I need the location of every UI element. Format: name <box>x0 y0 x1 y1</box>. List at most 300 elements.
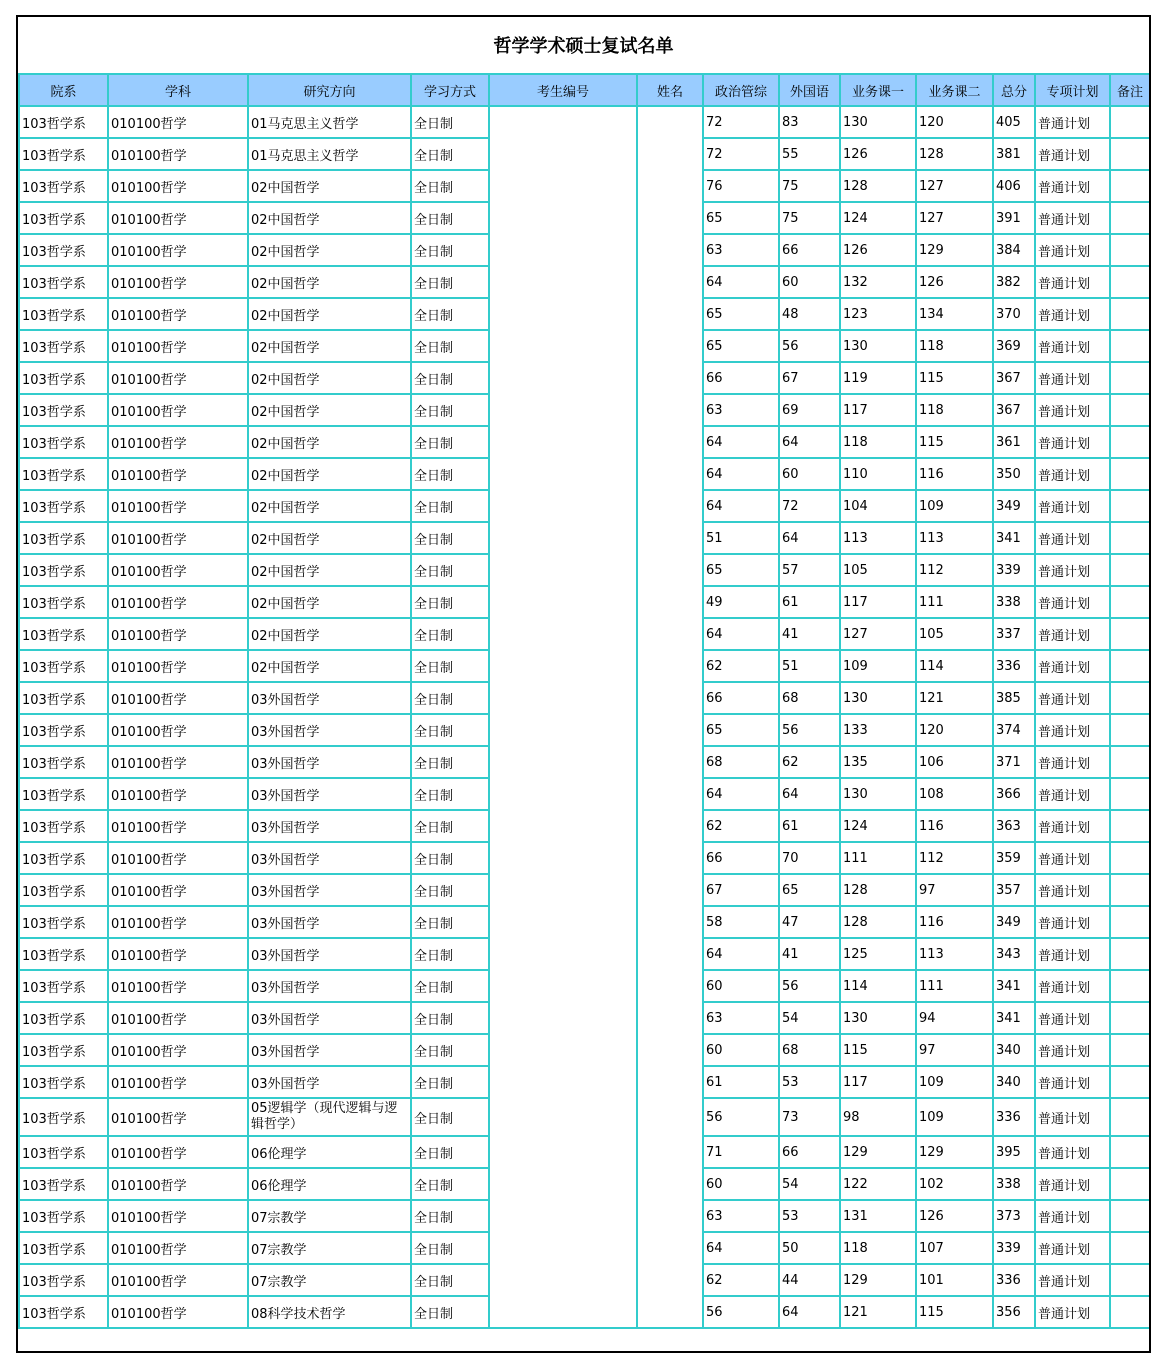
table-cell: 73 <box>779 1098 840 1136</box>
table-cell <box>637 362 703 394</box>
table-cell <box>489 618 637 650</box>
table-cell: 103哲学系 <box>19 746 108 778</box>
table-cell: 341 <box>993 522 1035 554</box>
table-cell: 全日制 <box>411 1168 489 1200</box>
table-cell: 010100哲学 <box>108 650 248 682</box>
table-cell: 06伦理学 <box>248 1136 411 1168</box>
table-cell: 68 <box>779 682 840 714</box>
table-cell: 010100哲学 <box>108 1264 248 1296</box>
table-cell: 03外国哲学 <box>248 842 411 874</box>
table-cell: 108 <box>916 778 993 810</box>
table-cell: 普通计划 <box>1035 682 1110 714</box>
table-cell: 57 <box>779 554 840 586</box>
table-cell: 普通计划 <box>1035 234 1110 266</box>
table-cell: 普通计划 <box>1035 842 1110 874</box>
table-cell: 010100哲学 <box>108 362 248 394</box>
table-cell <box>489 842 637 874</box>
table-cell: 06伦理学 <box>248 1168 411 1200</box>
table-row <box>19 362 1150 394</box>
table-cell: 103哲学系 <box>19 138 108 170</box>
table-cell: 010100哲学 <box>108 682 248 714</box>
table-cell: 010100哲学 <box>108 810 248 842</box>
table-cell: 94 <box>916 1002 993 1034</box>
table-cell: 65 <box>703 298 779 330</box>
table-cell: 113 <box>916 938 993 970</box>
table-cell <box>1110 618 1150 650</box>
table-cell: 381 <box>993 138 1035 170</box>
table-cell: 70 <box>779 842 840 874</box>
table-row <box>19 170 1150 202</box>
table-cell: 336 <box>993 1098 1035 1136</box>
table-cell <box>1110 522 1150 554</box>
table-cell: 98 <box>840 1098 916 1136</box>
table-cell <box>1110 1066 1150 1098</box>
table-cell: 普通计划 <box>1035 970 1110 1002</box>
table-row <box>19 1232 1150 1264</box>
table-cell: 126 <box>916 266 993 298</box>
table-cell <box>637 618 703 650</box>
table-cell: 395 <box>993 1136 1035 1168</box>
table-cell: 56 <box>779 970 840 1002</box>
table-cell: 111 <box>916 970 993 1002</box>
table-cell: 全日制 <box>411 714 489 746</box>
table-cell: 64 <box>703 1232 779 1264</box>
table-cell: 64 <box>779 1296 840 1328</box>
table-cell: 010100哲学 <box>108 330 248 362</box>
table-cell: 112 <box>916 842 993 874</box>
table-cell: 125 <box>840 938 916 970</box>
table-cell: 126 <box>840 234 916 266</box>
table-row <box>19 1264 1150 1296</box>
table-cell: 135 <box>840 746 916 778</box>
table-cell: 03外国哲学 <box>248 970 411 1002</box>
table-cell: 75 <box>779 202 840 234</box>
table-cell: 54 <box>779 1002 840 1034</box>
table-cell: 全日制 <box>411 330 489 362</box>
table-cell: 66 <box>703 842 779 874</box>
table-cell: 103哲学系 <box>19 330 108 362</box>
table-cell: 普通计划 <box>1035 746 1110 778</box>
table-cell: 010100哲学 <box>108 714 248 746</box>
table-cell: 68 <box>779 1034 840 1066</box>
table-cell: 103哲学系 <box>19 1168 108 1200</box>
table-cell: 全日制 <box>411 1232 489 1264</box>
table-cell: 117 <box>840 1066 916 1098</box>
table-cell: 110 <box>840 458 916 490</box>
table-cell: 115 <box>916 1296 993 1328</box>
table-cell <box>489 778 637 810</box>
table-cell: 普通计划 <box>1035 490 1110 522</box>
table-cell: 全日制 <box>411 234 489 266</box>
table-cell <box>489 714 637 746</box>
table-cell: 62 <box>703 810 779 842</box>
table-cell: 全日制 <box>411 778 489 810</box>
table-cell: 336 <box>993 1264 1035 1296</box>
table-cell: 103哲学系 <box>19 522 108 554</box>
table-cell: 64 <box>703 426 779 458</box>
table-cell: 103哲学系 <box>19 554 108 586</box>
table-row <box>19 906 1150 938</box>
table-cell <box>637 746 703 778</box>
table-cell: 103哲学系 <box>19 490 108 522</box>
table-cell: 010100哲学 <box>108 202 248 234</box>
table-cell: 02中国哲学 <box>248 522 411 554</box>
table-cell: 103哲学系 <box>19 298 108 330</box>
table-cell <box>489 266 637 298</box>
table-cell: 109 <box>840 650 916 682</box>
table-cell: 普通计划 <box>1035 298 1110 330</box>
table-cell <box>637 1168 703 1200</box>
table-cell <box>637 906 703 938</box>
table-cell: 363 <box>993 810 1035 842</box>
table-cell <box>1110 970 1150 1002</box>
table-cell: 010100哲学 <box>108 842 248 874</box>
table-row <box>19 394 1150 426</box>
table-cell: 普通计划 <box>1035 1002 1110 1034</box>
table-cell <box>1110 490 1150 522</box>
table-cell: 130 <box>840 778 916 810</box>
column-header: 学习方式 <box>411 74 489 106</box>
table-cell <box>489 586 637 618</box>
table-cell: 113 <box>840 522 916 554</box>
table-body <box>19 106 1150 1328</box>
table-cell: 49 <box>703 586 779 618</box>
table-cell: 67 <box>703 874 779 906</box>
table-cell: 369 <box>993 330 1035 362</box>
table-cell: 03外国哲学 <box>248 874 411 906</box>
table-row <box>19 1136 1150 1168</box>
table-cell: 103哲学系 <box>19 170 108 202</box>
table-cell: 128 <box>840 170 916 202</box>
table-cell <box>489 170 637 202</box>
table-cell: 全日制 <box>411 458 489 490</box>
table-cell: 124 <box>840 810 916 842</box>
table-cell <box>489 394 637 426</box>
table-row <box>19 330 1150 362</box>
table-cell: 010100哲学 <box>108 970 248 1002</box>
table-cell: 103哲学系 <box>19 1098 108 1136</box>
table-cell: 109 <box>916 1098 993 1136</box>
table-cell: 010100哲学 <box>108 618 248 650</box>
table-cell <box>637 1098 703 1136</box>
table-cell: 全日制 <box>411 266 489 298</box>
table-cell <box>489 554 637 586</box>
table-cell: 55 <box>779 138 840 170</box>
table-cell: 010100哲学 <box>108 1066 248 1098</box>
table-cell: 130 <box>840 106 916 138</box>
table-cell <box>637 874 703 906</box>
table-cell: 03外国哲学 <box>248 746 411 778</box>
table-cell: 全日制 <box>411 938 489 970</box>
table-cell: 118 <box>840 1232 916 1264</box>
table-cell <box>489 906 637 938</box>
table-row <box>19 1168 1150 1200</box>
table-cell: 010100哲学 <box>108 586 248 618</box>
table-cell: 64 <box>703 266 779 298</box>
table-cell: 103哲学系 <box>19 842 108 874</box>
table-cell: 104 <box>840 490 916 522</box>
table-cell: 103哲学系 <box>19 682 108 714</box>
table-cell: 339 <box>993 1232 1035 1264</box>
table-cell <box>1110 650 1150 682</box>
table-cell: 68 <box>703 746 779 778</box>
column-header: 院系 <box>19 74 108 106</box>
table-cell <box>489 938 637 970</box>
table-cell: 114 <box>840 970 916 1002</box>
table-cell: 全日制 <box>411 970 489 1002</box>
table-cell: 121 <box>840 1296 916 1328</box>
table-cell: 371 <box>993 746 1035 778</box>
table-cell: 117 <box>840 586 916 618</box>
table-cell: 382 <box>993 266 1035 298</box>
table-cell: 02中国哲学 <box>248 202 411 234</box>
table-row <box>19 714 1150 746</box>
table-cell: 03外国哲学 <box>248 906 411 938</box>
table-cell: 341 <box>993 970 1035 1002</box>
table-cell: 103哲学系 <box>19 426 108 458</box>
table-row <box>19 234 1150 266</box>
table-row <box>19 202 1150 234</box>
table-cell: 102 <box>916 1168 993 1200</box>
table-row <box>19 938 1150 970</box>
table-cell: 02中国哲学 <box>248 458 411 490</box>
table-cell: 406 <box>993 170 1035 202</box>
table-cell <box>1110 746 1150 778</box>
table-cell: 60 <box>779 458 840 490</box>
table-row <box>19 650 1150 682</box>
table-cell <box>1110 426 1150 458</box>
table-cell: 63 <box>703 1200 779 1232</box>
table-cell: 普通计划 <box>1035 1066 1110 1098</box>
table-cell <box>637 1136 703 1168</box>
table-cell <box>637 170 703 202</box>
table-cell: 010100哲学 <box>108 1034 248 1066</box>
table-cell: 129 <box>840 1264 916 1296</box>
table-cell <box>637 330 703 362</box>
table-cell: 64 <box>703 778 779 810</box>
table-cell: 61 <box>779 586 840 618</box>
table-cell: 全日制 <box>411 874 489 906</box>
table-row <box>19 106 1150 138</box>
table-cell: 普通计划 <box>1035 554 1110 586</box>
table-cell <box>489 1098 637 1136</box>
table-cell: 010100哲学 <box>108 874 248 906</box>
table-cell: 118 <box>916 394 993 426</box>
table-cell <box>489 1232 637 1264</box>
table-cell <box>1110 938 1150 970</box>
table-cell: 普通计划 <box>1035 138 1110 170</box>
table-cell <box>1110 202 1150 234</box>
table-cell <box>489 202 637 234</box>
table-cell <box>489 874 637 906</box>
table-cell: 03外国哲学 <box>248 778 411 810</box>
table-row <box>19 1200 1150 1232</box>
table-cell: 76 <box>703 170 779 202</box>
table-cell: 全日制 <box>411 106 489 138</box>
table-cell: 62 <box>703 650 779 682</box>
table-row <box>19 1098 1150 1136</box>
table-cell: 103哲学系 <box>19 650 108 682</box>
table-cell: 405 <box>993 106 1035 138</box>
document-sheet <box>16 15 1151 1353</box>
table-cell: 340 <box>993 1034 1035 1066</box>
table-cell: 02中国哲学 <box>248 362 411 394</box>
table-cell: 全日制 <box>411 522 489 554</box>
table-cell: 普通计划 <box>1035 874 1110 906</box>
table-cell: 全日制 <box>411 298 489 330</box>
table-cell <box>637 426 703 458</box>
table-cell: 普通计划 <box>1035 1168 1110 1200</box>
table-cell: 111 <box>916 586 993 618</box>
table-cell: 07宗教学 <box>248 1264 411 1296</box>
table-cell: 全日制 <box>411 906 489 938</box>
table-cell: 010100哲学 <box>108 746 248 778</box>
table-cell: 010100哲学 <box>108 394 248 426</box>
table-cell: 03外国哲学 <box>248 1066 411 1098</box>
table-cell: 343 <box>993 938 1035 970</box>
table-cell <box>489 1168 637 1200</box>
table-cell <box>489 298 637 330</box>
table-cell: 103哲学系 <box>19 1232 108 1264</box>
table-cell: 010100哲学 <box>108 906 248 938</box>
table-cell: 361 <box>993 426 1035 458</box>
table-cell: 366 <box>993 778 1035 810</box>
table-cell: 103哲学系 <box>19 1264 108 1296</box>
table-row <box>19 586 1150 618</box>
table-cell: 010100哲学 <box>108 458 248 490</box>
table-cell <box>489 1002 637 1034</box>
table-cell: 128 <box>840 874 916 906</box>
table-cell <box>637 138 703 170</box>
table-cell: 103哲学系 <box>19 1136 108 1168</box>
table-cell: 41 <box>779 618 840 650</box>
table-cell: 普通计划 <box>1035 938 1110 970</box>
table-cell: 02中国哲学 <box>248 298 411 330</box>
table-header-row <box>19 74 1150 106</box>
table-cell <box>637 458 703 490</box>
table-cell: 全日制 <box>411 1098 489 1136</box>
table-cell: 03外国哲学 <box>248 810 411 842</box>
table-cell <box>1110 714 1150 746</box>
table-cell: 103哲学系 <box>19 458 108 490</box>
column-header: 专项计划 <box>1035 74 1110 106</box>
table-cell: 337 <box>993 618 1035 650</box>
table-cell <box>637 106 703 138</box>
table-cell: 全日制 <box>411 746 489 778</box>
table-row <box>19 426 1150 458</box>
table-cell: 全日制 <box>411 1136 489 1168</box>
table-cell: 128 <box>916 138 993 170</box>
table-cell: 101 <box>916 1264 993 1296</box>
table-row <box>19 298 1150 330</box>
table-cell <box>489 106 637 138</box>
table-cell: 03外国哲学 <box>248 938 411 970</box>
table-row <box>19 618 1150 650</box>
table-cell: 65 <box>703 714 779 746</box>
table-cell <box>1110 394 1150 426</box>
table-cell: 普通计划 <box>1035 1136 1110 1168</box>
table-cell: 02中国哲学 <box>248 394 411 426</box>
table-cell <box>637 714 703 746</box>
table-cell: 53 <box>779 1200 840 1232</box>
table-cell: 103哲学系 <box>19 618 108 650</box>
table-cell: 103哲学系 <box>19 714 108 746</box>
table-cell: 全日制 <box>411 810 489 842</box>
column-header: 学科 <box>108 74 248 106</box>
table-cell: 01马克思主义哲学 <box>248 106 411 138</box>
table-cell <box>489 522 637 554</box>
table-cell: 53 <box>779 1066 840 1098</box>
table-cell: 普通计划 <box>1035 1232 1110 1264</box>
table-cell: 350 <box>993 458 1035 490</box>
table-cell: 338 <box>993 1168 1035 1200</box>
table-cell: 普通计划 <box>1035 458 1110 490</box>
table-cell <box>1110 458 1150 490</box>
table-cell: 全日制 <box>411 394 489 426</box>
table-cell: 61 <box>703 1066 779 1098</box>
table-cell <box>1110 554 1150 586</box>
table-cell: 65 <box>779 874 840 906</box>
table-cell: 普通计划 <box>1035 1098 1110 1136</box>
table-cell: 66 <box>703 682 779 714</box>
table-cell: 65 <box>703 202 779 234</box>
table-cell <box>637 650 703 682</box>
table-cell: 103哲学系 <box>19 1034 108 1066</box>
table-row <box>19 522 1150 554</box>
table-cell: 51 <box>703 522 779 554</box>
table-cell: 全日制 <box>411 1264 489 1296</box>
table-cell <box>489 1136 637 1168</box>
table-cell: 340 <box>993 1066 1035 1098</box>
table-cell: 010100哲学 <box>108 1232 248 1264</box>
table-cell: 010100哲学 <box>108 1200 248 1232</box>
table-cell: 48 <box>779 298 840 330</box>
table-cell: 全日制 <box>411 586 489 618</box>
table-cell <box>637 586 703 618</box>
table-cell <box>1110 810 1150 842</box>
table-cell <box>637 266 703 298</box>
table-cell <box>1110 874 1150 906</box>
table-cell <box>489 1066 637 1098</box>
table-cell: 356 <box>993 1296 1035 1328</box>
table-cell: 010100哲学 <box>108 266 248 298</box>
table-cell <box>1110 1264 1150 1296</box>
table-cell <box>489 426 637 458</box>
table-cell: 03外国哲学 <box>248 682 411 714</box>
table-cell: 370 <box>993 298 1035 330</box>
table-cell: 02中国哲学 <box>248 650 411 682</box>
table-cell <box>1110 778 1150 810</box>
table-cell <box>489 1200 637 1232</box>
table-cell: 118 <box>840 426 916 458</box>
table-cell: 02中国哲学 <box>248 554 411 586</box>
table-cell: 357 <box>993 874 1035 906</box>
table-cell: 56 <box>703 1296 779 1328</box>
table-cell: 349 <box>993 490 1035 522</box>
table-cell <box>637 522 703 554</box>
table-cell: 103哲学系 <box>19 394 108 426</box>
table-cell: 69 <box>779 394 840 426</box>
table-cell: 010100哲学 <box>108 490 248 522</box>
table-cell <box>1110 170 1150 202</box>
table-cell: 128 <box>840 906 916 938</box>
table-cell: 普通计划 <box>1035 362 1110 394</box>
table-cell: 127 <box>916 202 993 234</box>
table-cell: 134 <box>916 298 993 330</box>
table-cell: 121 <box>916 682 993 714</box>
table-cell <box>1110 906 1150 938</box>
table-cell: 115 <box>916 426 993 458</box>
